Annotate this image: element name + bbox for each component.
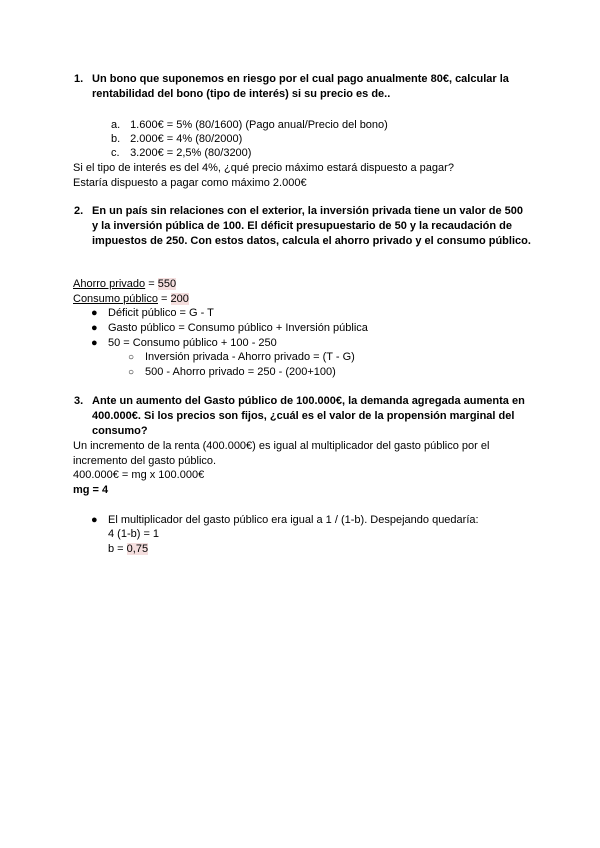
- q3-line-3: 400.000€ = mg x 100.000€: [73, 469, 205, 481]
- q3-bullet-text: El multiplicador del gasto público era igual a 1 / (1-b). Despejando quedaría:: [108, 514, 479, 526]
- bullet-icon: ●: [91, 322, 98, 334]
- q1-item-a-text: 1.600€ = 5% (80/1600) (Pago anual/Precio del bono): [130, 119, 388, 131]
- q2-bullet-3-text: 50 = Consumo público + 100 - 250: [108, 337, 277, 349]
- q2-bullet-1: [91, 306, 214, 320]
- q2-bullet-2: [91, 321, 368, 335]
- q1-item-a-label: a.: [111, 119, 121, 131]
- question-1: [74, 72, 532, 102]
- consumo-publico-equals: =: [158, 293, 171, 305]
- consumo-publico-value: 200: [170, 293, 189, 305]
- q3-continuation-1: 4 (1-b) = 1: [108, 528, 160, 540]
- bullet-icon: ●: [91, 307, 98, 319]
- q2-sub-bullet-1: [128, 350, 355, 365]
- bullet-icon: ●: [91, 337, 98, 349]
- q1-answer: Estaría dispuesto a pagar como máximo 2.000€: [73, 177, 307, 189]
- q2-sub-bullet-1-text: Inversión privada - Ahorro privado = (T - G): [145, 351, 355, 363]
- q3-b-value: 0,75: [126, 543, 149, 555]
- ahorro-privado-label: Ahorro privado: [73, 278, 146, 290]
- q2-bullet-3: [91, 336, 277, 350]
- ahorro-privado-line: [73, 277, 176, 291]
- consumo-publico-line: [73, 292, 189, 306]
- question-2: [74, 204, 532, 249]
- ahorro-privado-equals: =: [145, 278, 158, 290]
- question-3-text: Ante un aumento del Gasto público de 100.000€, la demanda agregada aumenta en 400.000€. Si los precios son fijos, ¿cuál es el valor de la propensión marginal del consumo?: [92, 395, 525, 437]
- circle-bullet-icon: ○: [128, 352, 135, 363]
- question-1-number: 1.: [74, 73, 84, 85]
- q3-line-4: mg = 4: [73, 484, 109, 496]
- q1-item-c-label: c.: [111, 147, 120, 159]
- question-2-number: 2.: [74, 205, 84, 217]
- q2-sub-bullet-2-text: 500 - Ahorro privado = 250 - (200+100): [145, 366, 336, 378]
- q3-continuation-2: [108, 542, 148, 556]
- q1-item-c: [111, 146, 251, 160]
- q1-item-b-label: b.: [111, 133, 121, 145]
- question-3-number: 3.: [74, 395, 84, 407]
- q1-item-a: [111, 118, 388, 132]
- consumo-publico-label: Consumo público: [73, 293, 158, 305]
- q3-line-1: Un incremento de la renta (400.000€) es igual al multiplicador del gasto público por el: [73, 440, 490, 452]
- bullet-icon: ●: [91, 514, 98, 526]
- question-2-text: En un país sin relaciones con el exterior, la inversión privada tiene un valor de 500 y la inversión pública de 100. El déficit presupuestario de 50 y la recaudación de impuestos de 250. Con estos datos, calcula el ahorro privado y el consumo público.: [92, 205, 531, 247]
- q2-sub-bullet-2: [128, 365, 336, 380]
- q1-item-b-text: 2.000€ = 4% (80/2000): [130, 133, 243, 145]
- q3-bullet: [91, 513, 479, 527]
- q3-b-prefix: b =: [108, 543, 127, 555]
- question-1-text: Un bono que suponemos en riesgo por el cual pago anualmente 80€, calcular la rentabilidad del bono (tipo de interés) si su precio es de..: [92, 73, 509, 100]
- q2-bullet-2-text: Gasto público = Consumo público + Inversión pública: [108, 322, 368, 334]
- q1-item-b: [111, 132, 242, 146]
- q1-item-c-text: 3.200€ = 2,5% (80/3200): [130, 147, 252, 159]
- q3-line-2: incremento del gasto público.: [73, 455, 217, 467]
- q1-question: Si el tipo de interés es del 4%, ¿qué precio máximo estará dispuesto a pagar?: [73, 162, 454, 174]
- ahorro-privado-value: 550: [157, 278, 177, 290]
- question-3: [74, 394, 532, 439]
- circle-bullet-icon: ○: [128, 367, 135, 378]
- q2-bullet-1-text: Déficit público = G - T: [108, 307, 214, 319]
